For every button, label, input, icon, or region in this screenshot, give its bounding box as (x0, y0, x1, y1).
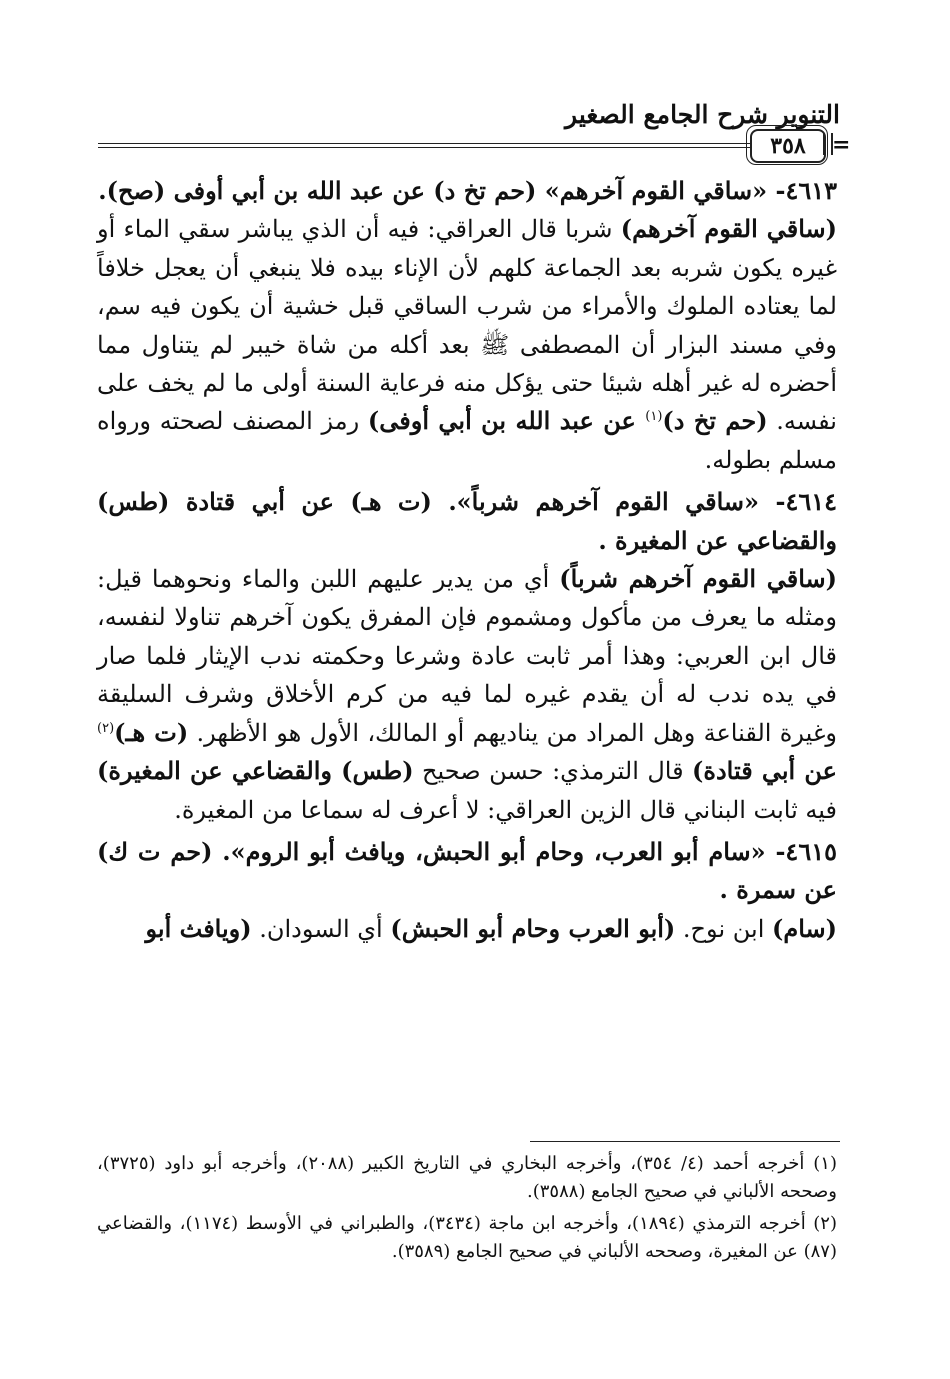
footnotes (97, 1150, 837, 1270)
footnote-1: (١) أخرجه أحمد (٤/ ٣٥٤)، وأخرجه البخاري في التاريخ الكبير (٢٠٨٨)، وأخرجه أبو داود (٣٧٢٥)، وصححه الألباني في صحيح الجامع (٣٥٨٨). (97, 1153, 837, 1202)
footnote-ref-2[interactable]: (٢) (97, 720, 115, 736)
commentary-4614 (97, 560, 837, 829)
commentary-bold: (أبو العرب وحام أبو الحبش) (390, 913, 676, 943)
commentary-text: قال الترمذي: حسن صحيح (413, 757, 693, 786)
commentary-text: أي من يدير عليهم اللبن والماء ونحوهما قيل: ومثله ما يعرف من مأكول ومشموم فإن المفرق يكون آخرهم تناولا لنفسه، قال ابن العربي: وهذا أمر ثابت عادة وشرعا وحكمته ندب الإيثار فلما صار في يده ندب له أن يقدم غيره لما فيه من كرم الأخلاق وشرف السليقة وغيرة القناعة وهل المراد من يناديهم أو المالك، الأول هو الأظهر. (97, 565, 837, 747)
source-narrator: عن عبد الله بن أبي أوفى) (367, 406, 646, 436)
commentary-4615 (97, 910, 837, 948)
commentary-text: ابن نوح. (675, 914, 772, 943)
hadith-text: «ساقي القوم آخرهم شرباً». (ت هـ) عن أبي قتادة (طس) والقضاعي عن المغيرة . (97, 487, 837, 555)
footnote-2: (٢) أخرجه الترمذي (١٨٩٤)، وأخرجه ابن ماجة (٣٤٣٤)، والطبراني في الأوسط (١١٧٤)، والقضاعي (٨٧) عن المغيرة، وصححه الألباني في صحيح الجامع (٣٥٨٩). (97, 1213, 837, 1262)
page-number: ٣٥٨ (750, 129, 826, 163)
hadith-number: ٤٦١٥- (765, 836, 837, 866)
commentary-lead: (ساقي القوم آخرهم) (620, 214, 837, 244)
main-text (97, 168, 837, 948)
commentary-4613 (97, 210, 837, 479)
commentary-lead: (سام) (772, 913, 837, 943)
header-marker: = (832, 132, 851, 158)
header-double-rule (98, 143, 750, 148)
hadith-text: «سام أبو العرب، وحام أبو الحبش، ويافث أبو الروم». (حم ت ك) عن سمرة . (97, 836, 837, 905)
source-narrator: عن أبي قتادة) (692, 756, 837, 786)
hadith-number: ٤٦١٤- (759, 487, 837, 517)
commentary-bold: (ويافث أبو (145, 913, 252, 943)
hadith-text: «ساقي القوم آخرهم» (حم تخ د) عن عبد الله بن أبي أوفى (صح). (98, 176, 768, 205)
source-code: (حم تخ د) (662, 406, 768, 436)
commentary-text: رمز المصنف لصحته ورواه مسلم بطوله. (97, 407, 837, 474)
source-narrator: (طس) والقضاعي عن المغيرة) (97, 756, 414, 786)
commentary-text: فيه ثابت البناني قال الزين العراقي: لا أعرف له سماعا من المغيرة. (174, 795, 837, 824)
running-title: التنوير شرح الجامع الصغير (565, 100, 840, 129)
hadith-4613 (97, 172, 837, 210)
commentary-text: أي السودان. (251, 914, 391, 943)
commentary-text: شربا قال العراقي: فيه أن الذي يباشر سقي الماء أو غيره يكون شربه بعد الجماعة كلهم لأن الإناء بيده فلا ينبغي أن يعجل خلافاً لما يعتاده الملوك والأمراء من شرب الساقي قبل خشية أن يكون فيه سم، وفي مسند البزار أن المصطفى ﷺ بعد أكله من شاة خيبر لم يتناول مما أحضره له غير أهله شيئا حتى يؤكل منه فرعاية السنة أولى ما لم يخف على نفسه. (97, 215, 837, 436)
commentary-lead: (ساقي القوم آخرهم شرباً) (559, 564, 837, 594)
hadith-4614 (97, 483, 837, 560)
footnote-separator (530, 1141, 840, 1142)
footnote-ref-1[interactable]: (١) (645, 409, 663, 425)
source-code: (ت هـ) (114, 717, 189, 747)
hadith-number: ٤٦١٣- (767, 176, 837, 205)
hadith-4615 (97, 833, 837, 910)
